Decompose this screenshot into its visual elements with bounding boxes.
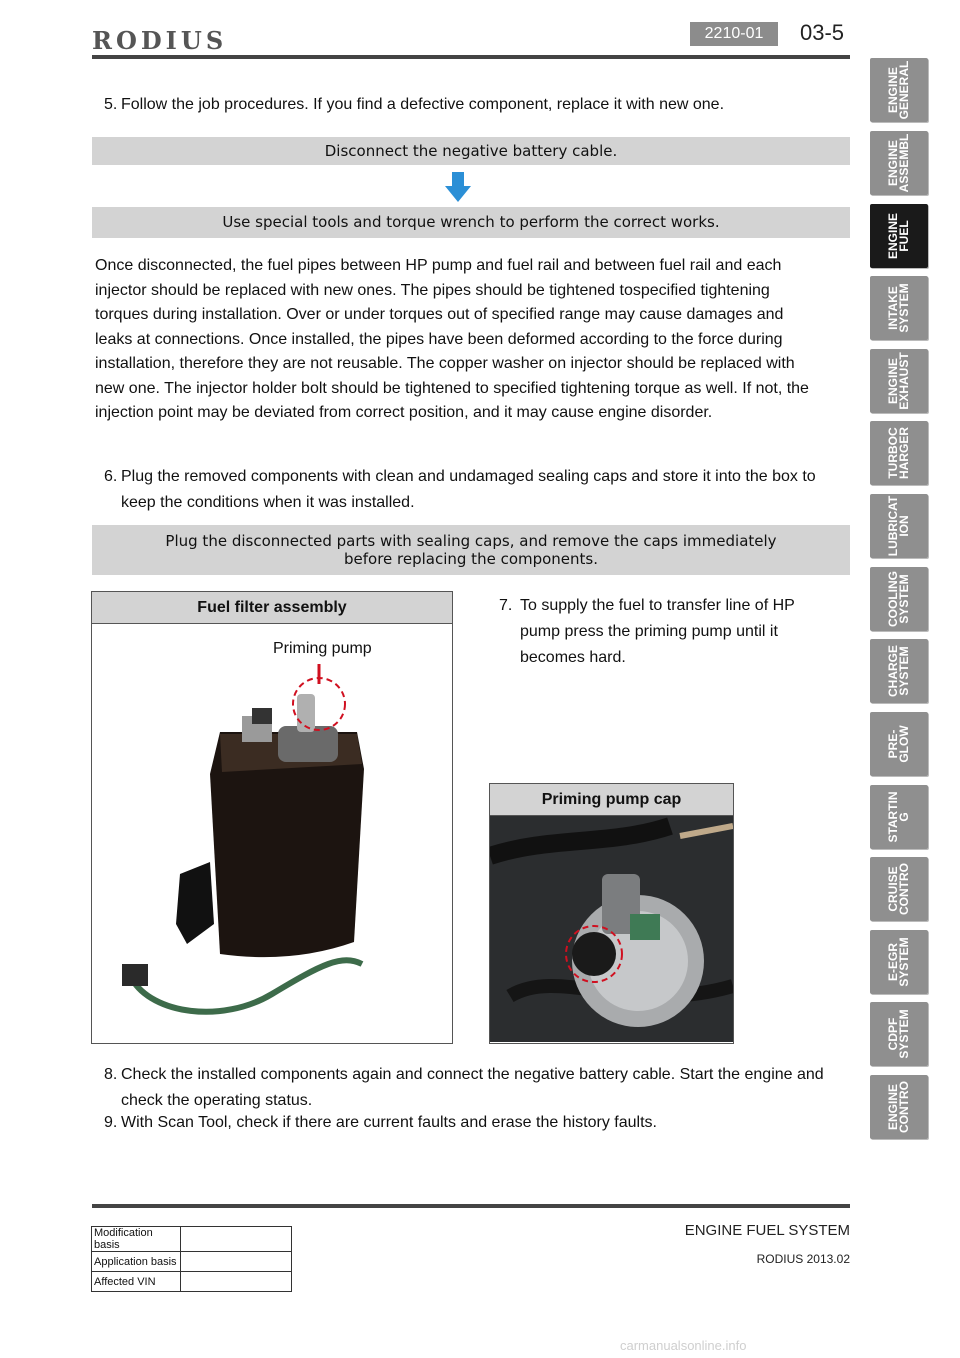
tab-label: COOLING SYSTEM bbox=[886, 571, 911, 627]
tab-label: LUBRICAT ION bbox=[886, 495, 911, 557]
tab-label: CRUISE CONTRO bbox=[886, 863, 911, 915]
tab-label: ENGINE GENERAL bbox=[886, 60, 911, 120]
footer-subtitle: RODIUS 2013.02 bbox=[756, 1252, 850, 1266]
note-bar: Use special tools and torque wrench to perform the correct works. bbox=[92, 207, 850, 238]
step-text: To supply the fuel to transfer line of HP bbox=[520, 597, 795, 614]
step-text: check the operating status. bbox=[121, 1092, 313, 1109]
tab-label: ENGINE FUEL bbox=[886, 212, 911, 260]
note-line: Plug the disconnected parts with sealing caps, and remove the caps immediately bbox=[165, 532, 777, 550]
tab-cdpf-system[interactable] bbox=[870, 1002, 928, 1066]
step-number: 9. bbox=[104, 1114, 118, 1131]
figure-title: Priming pump cap bbox=[490, 784, 733, 816]
step-text: Check the installed components again and connect the negative battery cable. Start the engine and bbox=[121, 1066, 824, 1083]
tab-pre-glow[interactable] bbox=[870, 712, 928, 776]
tab-label: TURBOC HARGER bbox=[886, 426, 911, 480]
revision-value bbox=[181, 1252, 292, 1272]
tab-label: E-EGR SYSTEM bbox=[886, 937, 911, 987]
page-number: 03-5 bbox=[800, 20, 845, 45]
revision-label: Application basis bbox=[92, 1252, 181, 1272]
tab-cruise-control[interactable] bbox=[870, 857, 928, 921]
revision-value bbox=[181, 1227, 292, 1252]
step-6 bbox=[104, 464, 844, 516]
step-text: Plug the removed components with clean and undamaged sealing caps and store it into the box to bbox=[121, 468, 816, 485]
tab-turbocharger[interactable] bbox=[870, 421, 928, 485]
revision-label: Affected VIN bbox=[92, 1272, 181, 1292]
fuel-filter-figure bbox=[91, 591, 453, 1044]
tab-engine-exhaust[interactable] bbox=[870, 349, 928, 413]
tab-label: ENGINE CONTRO bbox=[886, 1081, 911, 1133]
priming-pump-cap-figure bbox=[489, 783, 734, 1044]
tab-engine-general[interactable] bbox=[870, 58, 928, 122]
tab-label: CHARGE SYSTEM bbox=[886, 644, 911, 698]
figure-title: Fuel filter assembly bbox=[92, 592, 452, 624]
tab-engine-control[interactable] bbox=[870, 1075, 928, 1139]
paragraph-line: leaks at connections. Once installed, the pipes have been deformed according to the force during bbox=[95, 330, 783, 348]
step-text: becomes hard. bbox=[520, 649, 626, 666]
brand-logo: RODIUS bbox=[92, 26, 228, 55]
watermark: carmanualsonline.info bbox=[620, 1338, 747, 1353]
step-text: Follow the job procedures. If you find a defective component, replace it with new one. bbox=[121, 96, 725, 113]
section-code-badge: 2210-01 bbox=[690, 22, 778, 46]
footer-title: ENGINE FUEL SYSTEM bbox=[684, 1222, 850, 1239]
tab-starting[interactable] bbox=[870, 785, 928, 849]
tab-label: STARTIN G bbox=[886, 791, 911, 843]
note-line: before replacing the components. bbox=[343, 550, 599, 568]
table-row bbox=[92, 1272, 292, 1292]
note-bar bbox=[92, 525, 850, 575]
step-number: 8. bbox=[104, 1066, 118, 1083]
tab-e-egr-system[interactable] bbox=[870, 930, 928, 994]
step-text: With Scan Tool, check if there are current faults and erase the history faults. bbox=[121, 1114, 657, 1131]
step-8 bbox=[104, 1062, 850, 1114]
fuel-filter-illustration bbox=[92, 624, 452, 1042]
revision-value bbox=[181, 1272, 292, 1292]
tab-charge-system[interactable] bbox=[870, 639, 928, 703]
tab-intake-system[interactable] bbox=[870, 276, 928, 340]
tab-label: CDPF SYSTEM bbox=[886, 1009, 911, 1059]
revision-label: Modification basis bbox=[92, 1227, 181, 1252]
tab-label: ENGINE ASSEMBL bbox=[886, 133, 911, 193]
footer-rule bbox=[92, 1204, 850, 1208]
step-7 bbox=[499, 593, 829, 673]
callout-label: Priming pump bbox=[273, 640, 372, 657]
paragraph-line: injector should be replaced with new ones. The pipes should be tightened tospecified tightening bbox=[95, 281, 770, 299]
revision-table bbox=[91, 1226, 292, 1292]
step-number: 7. bbox=[499, 597, 513, 614]
tab-engine-fuel[interactable] bbox=[870, 204, 928, 268]
arrow-down-icon bbox=[445, 172, 471, 202]
paragraph-line: Once disconnected, the fuel pipes between HP pump and fuel rail and between fuel rail and each bbox=[95, 257, 782, 274]
step-number: 6. bbox=[104, 468, 118, 485]
engine-bay-photo bbox=[490, 816, 733, 1042]
tab-label: ENGINE EXHAUST bbox=[886, 352, 911, 410]
table-row bbox=[92, 1252, 292, 1272]
tab-label: INTAKE SYSTEM bbox=[886, 283, 911, 333]
info-paragraph bbox=[95, 254, 845, 426]
step-text: keep the conditions when it was installed. bbox=[121, 494, 415, 511]
header-rule bbox=[92, 55, 850, 59]
step-number: 5. bbox=[104, 96, 118, 113]
tab-lubrication[interactable] bbox=[870, 494, 928, 558]
step-text: pump press the priming pump until it bbox=[520, 623, 778, 640]
table-row bbox=[92, 1227, 292, 1252]
tab-engine-assembly[interactable] bbox=[870, 131, 928, 195]
paragraph-line: new one. The injector holder bolt should be tightened to specified tightening torque as well. If not, the bbox=[95, 379, 809, 397]
paragraph-line: torques during installation. Over or under torques out of specified range may cause damages and bbox=[95, 306, 784, 323]
paragraph-line: installation, therefore they are not reusable. The copper washer on injector should be replaced with bbox=[95, 355, 795, 372]
tab-cooling-system[interactable] bbox=[870, 567, 928, 631]
note-bar: Disconnect the negative battery cable. bbox=[92, 137, 850, 165]
tab-label: PRE- GLOW bbox=[886, 725, 911, 763]
paragraph-line: injection point may be deviated from correct position, and it may cause engine disorder. bbox=[95, 404, 713, 421]
